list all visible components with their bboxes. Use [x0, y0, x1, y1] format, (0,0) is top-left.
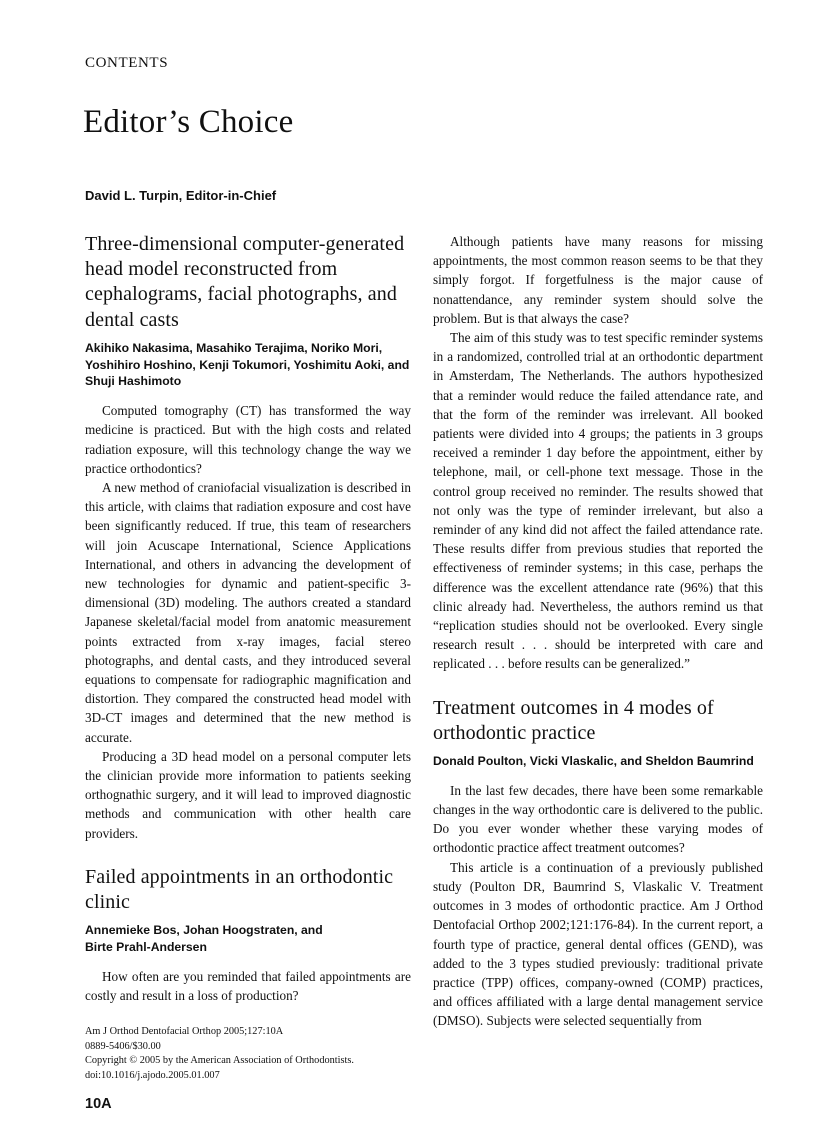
- page-title: Editor’s Choice: [83, 104, 294, 140]
- article-paragraph: The aim of this study was to test specific reminder systems in a randomized, controlled trial at an orthodontic department in Amsterdam, The Netherlands. The authors hypothesized that a reminder would reduce the failed attendance rate, and that the form of the reminder was irrelevant. All booked patients were divided into 4 groups; the patients in 3 groups received a reminder 1 day before the appointment, either by telephone, mail, or cell-phone text message. Those in the control group received no reminder. The results showed that not only was the type of reminder irrelevant, but also a reminder of any kind did not affect the failed attendance rate. These results differ from previous studies that reported the effectiveness of reminder systems; in this case, perhaps the difference was the excellent attendance rate (96%) that this clinic already had. Nevertheless, the authors remind us that “replication studies should not be overlooked. Every single research result . . . should be interpreted with care and replicated . . . before results can be generalized.”: [433, 330, 763, 672]
- right-column: [433, 232, 763, 1031]
- article-failed-appointments: [85, 865, 411, 1005]
- article-title-treatment-outcomes: Treatment outcomes in 4 modes of orthodontic practice: [433, 696, 714, 744]
- article-authors-head-model: Akihiko Nakasima, Masahiko Terajima, Noriko Mori, Yoshihiro Hoshino, Kenji Tokumori, Yoshimitu Aoki, and Shuji Hashimoto: [85, 340, 410, 389]
- article-title-failed-appointments: Failed appointments in an orthodontic clinic: [85, 865, 394, 914]
- article-paragraph: In the last few decades, there have been some remarkable changes in the way orthodontic care is delivered to the public. Do you ever wonder whether these varying modes of orthodontic practice affect treatment outcomes?: [433, 782, 763, 856]
- page-number: 10A: [85, 1096, 112, 1113]
- left-column: [85, 232, 411, 1112]
- article-paragraph: This article is a continuation of a previously published study (Poulton DR, Baumrind S, Vlaskalic V. Treatment outcomes in 3 modes of orthodontic practice. Am J Orthod Dentofacial Orthop 2002;121:176-84). In the current report, a fourth type of practice, general dental offices (GEND), was added to the 3 types studied previously: traditional private practice (TPP) offices, company-owned (COMP) practices, and offices affiliated with a large dental management service (DMSO). Subjects were selected sequentially from: [433, 859, 763, 1029]
- editor-byline: David L. Turpin, Editor-in-Chief: [85, 188, 277, 203]
- article-treatment-outcomes: [433, 696, 763, 1031]
- authors-line: Birte Prahl-Andersen: [85, 940, 207, 955]
- article-head-model: [85, 232, 411, 843]
- article-paragraph: Although patients have many reasons for missing appointments, the most common reason seems to be that they simply forgot. If forgetfulness is the major cause of nonattendance, any reminder system should solve the problem. But is that always the case?: [433, 234, 763, 326]
- contents-label: CONTENTS: [85, 55, 169, 71]
- footnote-line: doi:10.1016/j.ajodo.2005.01.007: [85, 1069, 220, 1081]
- footnote-line: Am J Orthod Dentofacial Orthop 2005;127:10A: [85, 1026, 284, 1038]
- authors-line: Annemieke Bos, Johan Hoogstraten, and: [85, 923, 323, 938]
- article-failed-appointments-continued: [433, 232, 763, 674]
- article-authors-failed-appointments: [85, 922, 411, 956]
- footnote-line: 0889-5406/$30.00: [85, 1040, 161, 1052]
- article-paragraph: Producing a 3D head model on a personal computer lets the clinician provide more information to patients seeking orthognathic surgery, and it will lead to improved diagnostic methods and communication with other health care providers.: [85, 748, 411, 841]
- footnote-line: Copyright © 2005 by the American Association of Orthodontists.: [85, 1055, 354, 1067]
- article-paragraph: Computed tomography (CT) has transformed the way medicine is practiced. But with the high costs and related radiation exposure, will this technology change the way we practice orthodontics?: [85, 403, 411, 476]
- article-paragraph: How often are you reminded that failed appointments are costly and result in a loss of production?: [85, 968, 411, 1004]
- journal-footnote: [85, 1025, 411, 1083]
- article-paragraph: A new method of craniofacial visualization is described in this article, with claims that radiation exposure and cost have been significantly reduced. If true, this team of researchers will join Acuscape International, Science Applications International, and others in advancing the development of new technologies for dynamic and patient-specific 3-dimensional (3D) modeling. The authors created a standard Japanese skeletal/facial model from anatomic measurement points extracted from x-ray images, facial stereo photographs, and dental casts, and they introduced several equations to compensate for radiographic magnification and distortion. They compared the constructed head model with 3D-CT images and determined that the new method is accurate.: [85, 480, 411, 745]
- article-authors-treatment-outcomes: Donald Poulton, Vicki Vlaskalic, and Sheldon Baumrind: [433, 754, 754, 769]
- article-title-head-model: Three-dimensional computer-generated head model reconstructed from cephalograms, facial photographs, and dental casts: [85, 233, 405, 331]
